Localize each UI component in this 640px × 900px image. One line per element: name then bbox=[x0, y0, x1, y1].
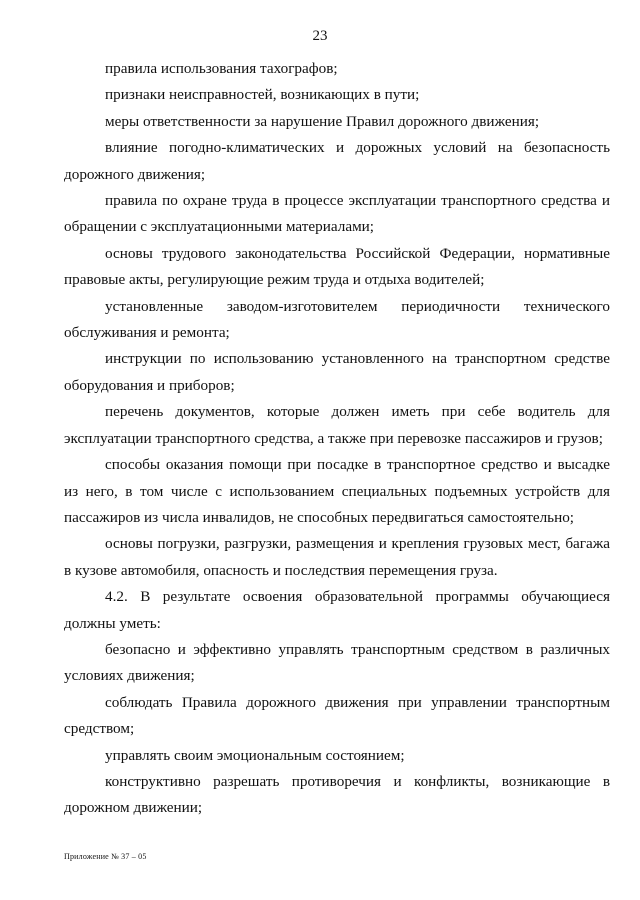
paragraph-labor-safety: правила по охране труда в процессе эксплуатации транспортного средства и обращении с эксплуатационными материалами; bbox=[64, 192, 610, 236]
paragraph-labor-law: основы трудового законодательства Российской Федерации, нормативные правовые акты, регулирующие режим труда и отдыха водителей; bbox=[64, 244, 610, 289]
paragraph-cargo: основы погрузки, разгрузки, размещения и крепления грузовых мест, багажа в кузове автомобиля, опасность и последствия перемещения груза. bbox=[64, 535, 610, 579]
paragraph-equipment-instructions: инструкции по использованию установленного на транспортном средстве оборудования и приборов; bbox=[64, 350, 610, 394]
footer-appendix-note: Приложение № 37 – 05 bbox=[64, 852, 147, 861]
paragraph-tachographs: правила использования тахографов; bbox=[105, 60, 338, 77]
paragraph-safe-driving: безопасно и эффективно управлять транспортным средством в различных условиях движения; bbox=[64, 640, 610, 685]
section-heading-4-2: 4.2. В результате освоения образовательной программы обучающиеся должны уметь: bbox=[64, 588, 610, 632]
paragraph-responsibility: меры ответственности за нарушение Правил дорожного движения; bbox=[105, 112, 540, 130]
paragraph-conflicts: конструктивно разрешать противоречия и конфликты, возникающие в дорожном движении; bbox=[64, 772, 610, 817]
document-body bbox=[64, 56, 610, 822]
paragraph-malfunctions: признаки неисправностей, возникающих в пути; bbox=[105, 86, 420, 104]
paragraph-weather-influence: влияние погодно-климатических и дорожных условий на безопасность дорожного движения; bbox=[64, 139, 610, 183]
paragraph-maintenance: установленные заводом-изготовителем периодичности технического обслуживания и ремонта; bbox=[64, 297, 610, 342]
paragraph-emotional-state: управлять своим эмоциональным состоянием; bbox=[105, 746, 405, 764]
page-number: 23 bbox=[312, 28, 328, 44]
paragraph-traffic-rules: соблюдать Правила дорожного движения при управлении транспортным средством; bbox=[64, 693, 610, 738]
paragraph-passenger-assistance: способы оказания помощи при посадке в транспортное средство и высадке из него, в том числе с использованием специальных подъемных устройств для пассажиров из числа инвалидов, не способных передвигаться самостоятельно; bbox=[64, 456, 610, 526]
paragraph-documents: перечень документов, которые должен иметь при себе водитель для эксплуатации транспортного средства, а также при перевозке пассажиров и грузов; bbox=[64, 403, 610, 447]
